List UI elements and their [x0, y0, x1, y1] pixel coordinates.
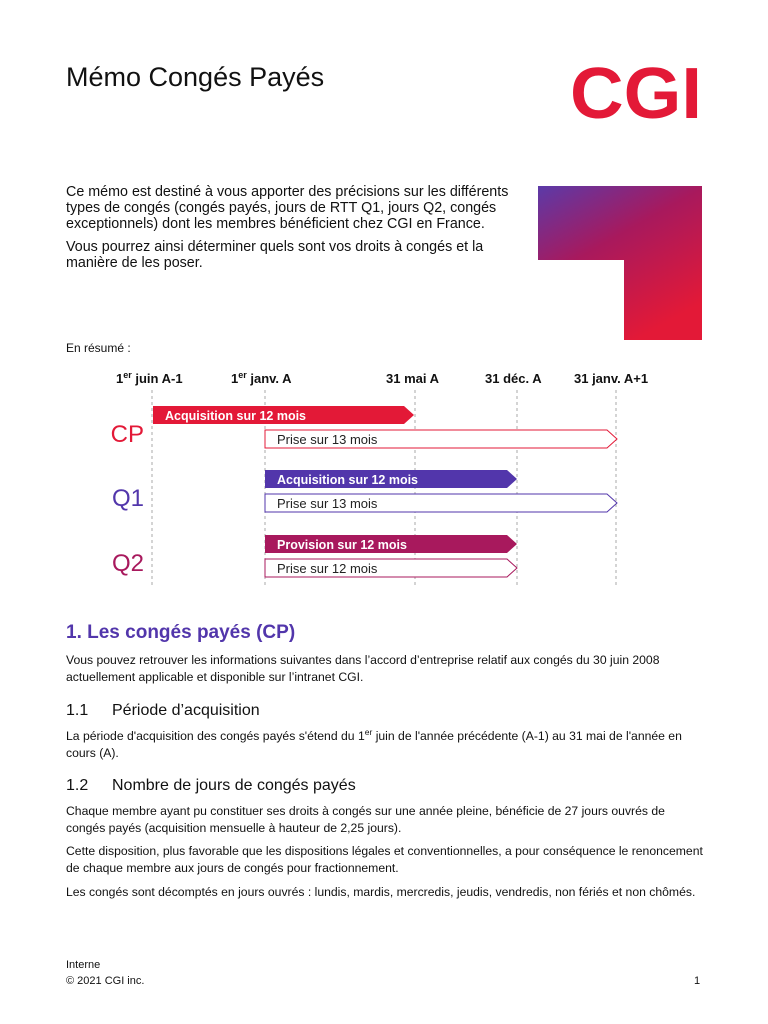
text-part: juin de l'année précédente (A-1) au 31 mai de l'année en cours (A). [66, 729, 682, 760]
section-1-heading: 1. Les congés payés (CP) [66, 622, 296, 643]
svg-text:CGI: CGI [570, 60, 702, 122]
timeline-row-label: Q1 [111, 485, 144, 512]
summary-label: En résumé : [66, 341, 131, 355]
timeline-date-label: 1er janv. A [231, 370, 292, 386]
usage-bar-label: Prise sur 13 mois [277, 496, 378, 511]
acquisition-period-text [66, 728, 706, 761]
cgi-logo [570, 60, 702, 122]
subsection-title: Période d’acquisition [112, 702, 260, 719]
timeline-row-label: CP [110, 421, 144, 448]
usage-bar-label: Prise sur 12 mois [277, 561, 378, 576]
intro-paragraph-2: Vous pourrez ainsi déterminer quels sont vos droits à congés et la manière de les poser. [66, 238, 484, 271]
leave-timeline-diagram [96, 364, 676, 604]
acquisition-bar-label: Acquisition sur 12 mois [277, 473, 419, 487]
working-days-paragraph: Les congés sont décomptés en jours ouvrés : lundis, mardis, mercredis, jeudis, vendredis, non fériés et non chômés. [66, 885, 696, 899]
footer-copyright: © 2021 CGI inc. [66, 975, 145, 987]
days-count-paragraph: Chaque membre ayant pu constituer ses droits à congés sur une année pleine, bénéficie de 27 jours ouvrés de congés payés (acquisition mensuelle à hauteur de 2,25 jours). [66, 804, 665, 835]
timeline-row-label: Q2 [111, 550, 144, 577]
page-title: Mémo Congés Payés [66, 62, 325, 92]
intro-text [66, 184, 516, 277]
usage-bar-label: Prise sur 13 mois [277, 432, 378, 447]
subsection-1-1-heading [66, 702, 260, 720]
fractionnement-paragraph: Cette disposition, plus favorable que les dispositions légales et conventionnelles, a pour conséquence le renoncement de chaque membre aux jours de congés pour fractionnement. [66, 844, 703, 875]
section-1-intro: Vous pouvez retrouver les informations suivantes dans l’accord d’entreprise relatif aux congés du 30 juin 2008 actuellement applicable et disponible sur l’intranet CGI. [66, 653, 660, 684]
timeline-date-label: 31 mai A [386, 371, 439, 386]
acquisition-bar-label: Acquisition sur 12 mois [165, 409, 307, 423]
page-number: 1 [694, 975, 701, 987]
acquisition-bar-label: Provision sur 12 mois [277, 538, 407, 552]
text-part: La période d'acquisition des congés payés s'étend du 1 [66, 729, 365, 743]
timeline-date-label: 31 janv. A+1 [574, 371, 649, 386]
timeline-date-label: 1er juin A-1 [116, 370, 183, 386]
subsection-1-2-heading [66, 777, 356, 795]
subsection-number: 1.1 [66, 702, 89, 719]
text-superscript: er [364, 726, 373, 737]
footer-classification: Interne [66, 959, 101, 971]
intro-paragraph-1: Ce mémo est destiné à vous apporter des précisions sur les différents types de congés (congés payés, jours de RTT Q1, jours Q2, congés exceptionnels) dont les membres bénéficient chez CGI en France. [66, 184, 509, 233]
subsection-title: Nombre de jours de congés payés [112, 777, 356, 794]
decorative-corner-graphic [538, 186, 702, 340]
timeline-date-label: 31 déc. A [485, 371, 542, 386]
subsection-number: 1.2 [66, 777, 89, 794]
